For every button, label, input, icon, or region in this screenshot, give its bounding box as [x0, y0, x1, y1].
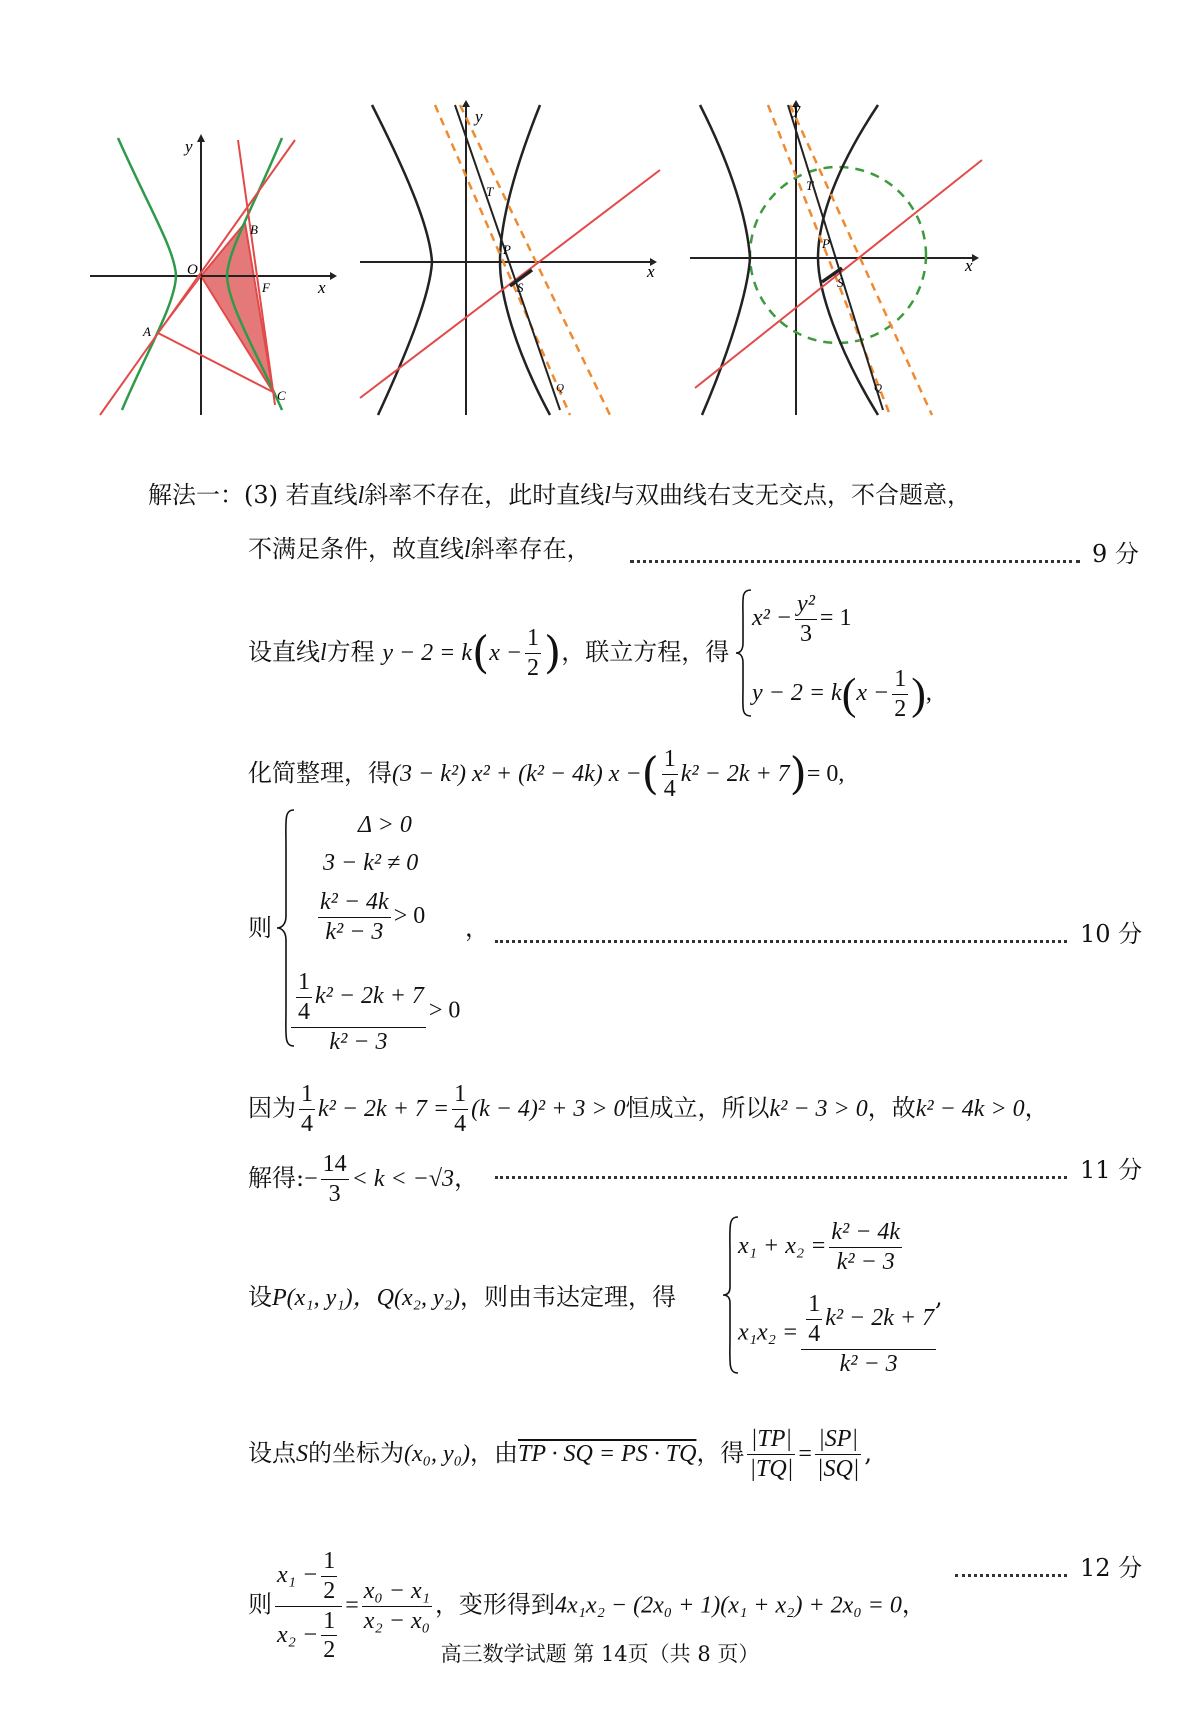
fig1-label-B: B	[250, 222, 258, 237]
vieta2-num: k² − 2k + 7	[825, 1304, 935, 1331]
l4-text: 化简整理，得	[248, 758, 392, 787]
dashed-circle	[750, 167, 926, 343]
frac-den: 4	[663, 775, 676, 802]
figure-1-svg	[90, 100, 335, 415]
score-12: 12 分	[1080, 1554, 1143, 1582]
hyperbola-left	[372, 105, 432, 415]
l10-num-lhs: x₁ −	[277, 1561, 319, 1588]
frac-num: 1	[527, 625, 540, 651]
l1-var-l: l	[357, 483, 365, 509]
l4-eq0: = 0,	[806, 760, 845, 787]
figure-3	[690, 100, 985, 415]
sys1-rhs: = 1	[819, 604, 852, 631]
l1-text-b: 斜率不存在，此时直线	[364, 481, 605, 509]
l6-comma: ，	[1024, 1093, 1049, 1122]
fig2-y-label: y	[475, 107, 483, 126]
ze-label: 则	[248, 914, 272, 942]
frac-num: 1	[454, 1081, 467, 1107]
system-brace-1	[735, 588, 753, 718]
sys1-den: 3	[795, 619, 817, 649]
vieta1-den: k² − 3	[829, 1247, 902, 1277]
sys1-num: y²	[797, 591, 815, 617]
sys1-x2: x² −	[752, 604, 793, 631]
l3-text-c: ，联立方程，得	[561, 637, 730, 666]
l6-text-a: 因为	[248, 1093, 296, 1122]
fig3-y-label: y	[793, 99, 801, 118]
l9-comma: ,	[864, 1438, 873, 1467]
l7-minus: −	[304, 1165, 318, 1192]
frac-num: 1	[808, 1291, 821, 1317]
cond3-gt0: > 0	[393, 902, 426, 929]
vieta1-num: k² − 4k	[831, 1219, 901, 1245]
frac-num: 1	[663, 746, 676, 772]
page-footer: 高三数学试题 第 14页（共 8 页）	[440, 1642, 760, 1666]
segment-OA	[158, 276, 201, 333]
x-arrow	[330, 272, 337, 280]
l7-text-a: 解得:	[248, 1163, 305, 1192]
leader-dots-12	[955, 1574, 1067, 1577]
l6-m4: k² − 4k > 0	[915, 1095, 1025, 1122]
solution-line-2	[248, 534, 591, 566]
asymptote-dashed-1	[768, 105, 890, 415]
ratio-num-1: |TP|	[750, 1426, 792, 1452]
l10-den-lhs: x₂ −	[277, 1621, 319, 1648]
frac-den: 3	[321, 1179, 349, 1209]
cond4-num: k² − 2k + 7	[315, 982, 424, 1009]
frac-den: 4	[808, 1320, 821, 1347]
system-1-eq1	[752, 590, 851, 649]
ratio-den-1: |TQ|	[749, 1455, 794, 1482]
frac-num: 1	[298, 969, 310, 995]
cond4-gt0: > 0	[428, 997, 461, 1024]
sys1-eq2-lhs: y − 2 = k	[752, 679, 842, 706]
l2-var-l: l	[464, 537, 471, 563]
ratio-den-2: |SQ|	[816, 1455, 860, 1482]
fig3-label-T: T	[806, 178, 814, 193]
fig3-label-S: S	[837, 275, 844, 290]
l1-text-a: 解法一：(3) 若直线	[148, 481, 358, 509]
l3-eq: y − 2 = k	[382, 639, 473, 666]
figure-2-svg	[360, 100, 660, 415]
l3-var-l: l	[320, 639, 327, 666]
cond-4	[288, 968, 460, 1056]
sys1-comma: ,	[925, 679, 932, 706]
frac-den: 4	[298, 998, 310, 1025]
figure-1	[90, 100, 335, 415]
leader-dots-10	[495, 940, 1067, 943]
frac-den: 2	[323, 1577, 336, 1604]
asymptote-dashed-1	[435, 105, 570, 415]
l9-text-b: 的坐标为	[308, 1438, 404, 1467]
cond3-num: k² − 4k	[320, 889, 389, 915]
leader-dots-11	[495, 1176, 1067, 1179]
fig1-label-F: F	[262, 280, 270, 295]
l8-PQ: P(x₁, y₁)，Q(x₂, y₂)	[272, 1285, 460, 1311]
fig2-label-Q: Q	[556, 382, 564, 394]
l2-text-b: 斜率存在，	[470, 535, 591, 563]
l9-S: S	[296, 1440, 308, 1467]
vieta-2	[738, 1290, 939, 1378]
cond-1: Δ > 0	[358, 812, 412, 838]
asymptote-dashed-2	[460, 105, 610, 415]
solution-line-7	[248, 1150, 478, 1209]
frac-num: 1	[301, 1081, 313, 1107]
sys1-eq2-x: x −	[856, 679, 890, 706]
l9-text-a: 设点	[248, 1438, 296, 1467]
l10-rhs-num: x₀ − x₁	[363, 1577, 430, 1604]
frac-num: 1	[323, 1548, 336, 1574]
l10-comma: ，	[901, 1590, 926, 1619]
fig1-label-O: O	[187, 262, 198, 278]
l6-m3: k² − 3 > 0	[769, 1095, 868, 1122]
x-arrow	[972, 254, 979, 262]
l10-text-b: ，变形得到	[434, 1590, 555, 1619]
fig3-x-label: x	[965, 256, 973, 275]
l6-text-c: ，故	[867, 1093, 916, 1122]
frac-den: 2	[323, 1637, 336, 1664]
l2-text-a: 不满足条件，故直线	[248, 535, 464, 563]
l9-eq: =	[798, 1440, 812, 1467]
cond-2: 3 − k² ≠ 0	[323, 850, 419, 876]
cond-comma: ，	[465, 914, 489, 942]
cond3-den: k² − 3	[318, 917, 391, 947]
y-arrow	[462, 100, 470, 107]
solution-line-8	[248, 1282, 676, 1314]
score-9: 9 分	[1092, 540, 1139, 568]
cond-3	[315, 888, 425, 947]
cond4-den: k² − 3	[291, 1027, 426, 1057]
l9-text-d: ，得	[696, 1438, 745, 1467]
l4-expand2: k² − 2k + 7	[680, 760, 790, 787]
frac-den: 2	[894, 695, 907, 722]
figure-2	[360, 100, 660, 415]
l1-var-l2: l	[604, 483, 611, 509]
solution-line-4: 化简整理，得(3 − k²) x² + (k² − 4k) x −( $\frac{1}{4}$ k² − 2k + 7)= 0,	[248, 746, 845, 802]
fig2-label-T: T	[486, 184, 494, 199]
figure-3-svg	[690, 100, 985, 415]
fig2-x-label: x	[647, 262, 655, 281]
fig1-label-A: A	[143, 324, 151, 339]
l8-text-b: ，则由韦达定理，得	[459, 1283, 676, 1311]
fig1-y-label: y	[185, 137, 193, 156]
fig1-label-C: C	[277, 388, 286, 403]
l10-rhs-den: x₂ − x₀	[363, 1607, 430, 1634]
l10-ze: 则	[248, 1590, 272, 1619]
leader-dots-9	[630, 560, 1080, 563]
score-10: 10 分	[1080, 920, 1143, 948]
frac-den: 2	[527, 654, 540, 681]
fig2-label-P: P	[503, 242, 511, 257]
l9-text-c: ，由	[469, 1438, 518, 1467]
l10-eq: =	[345, 1592, 359, 1619]
score-11: 11 分	[1080, 1156, 1143, 1184]
hyperbola-left	[700, 105, 750, 415]
frac-num: 14	[322, 1151, 347, 1177]
solution-line-1	[148, 480, 971, 512]
l9-S0: (x₀, y₀)	[404, 1440, 470, 1467]
l9-vec: TP · SQ = PS · TQ	[517, 1440, 697, 1467]
hyperbola-right	[818, 105, 878, 415]
l3-text-b: 方程	[326, 637, 375, 666]
frac-den: 4	[301, 1110, 313, 1137]
l6-text-b: 恒成立，所以	[625, 1093, 770, 1122]
ratio-num-2: |SP|	[818, 1426, 859, 1452]
solution-line-9	[248, 1425, 872, 1484]
y-arrow	[197, 134, 205, 142]
l7-comma: ，	[454, 1163, 479, 1192]
l8-text-a: 设	[248, 1283, 272, 1311]
frac-den: 4	[454, 1110, 467, 1137]
system-1-eq2: y − 2 = k(x − $\frac{1}{2}$ ),	[752, 666, 932, 722]
fig2-label-S: S	[517, 280, 524, 295]
frac-num: 1	[323, 1607, 336, 1634]
l10-formula: 4x₁x₂ − (2x₀ + 1)(x₁ + x₂) + 2x₀ = 0	[554, 1592, 902, 1619]
l6-m1: k² − 2k + 7 =	[318, 1095, 450, 1122]
l4-expand: (3 − k²) x² + (k² − 4k) x −	[392, 760, 642, 787]
vieta-1	[738, 1218, 905, 1277]
vieta2-den: k² − 3	[801, 1349, 936, 1379]
vieta2-lhs: x₁x₂ =	[738, 1319, 799, 1346]
solution-line-6	[248, 1080, 1049, 1139]
l3-text-a: 设直线	[248, 637, 320, 666]
l1-text-c: 与双曲线右支无交点，不合题意，	[610, 481, 971, 509]
fig3-label-P: P	[822, 236, 830, 251]
hyperbola-left	[118, 138, 176, 410]
vieta1-lhs: x₁ + x₂ =	[738, 1232, 827, 1259]
l6-m2: (k − 4)² + 3 > 0	[471, 1095, 626, 1122]
asymptote-dashed-2	[790, 105, 932, 415]
solution-line-3: 设直线l方程 y − 2 = k(x − $\frac{1}{2}$ )，联立方程，得	[248, 625, 730, 681]
l7-range: < k < −√3	[351, 1165, 455, 1192]
fig3-label-Q: Q	[874, 382, 882, 394]
fig1-x-label: x	[318, 278, 326, 297]
l3-x: x −	[489, 639, 523, 666]
frac-num: 1	[894, 666, 907, 692]
vieta-comma: ,	[935, 1283, 943, 1311]
